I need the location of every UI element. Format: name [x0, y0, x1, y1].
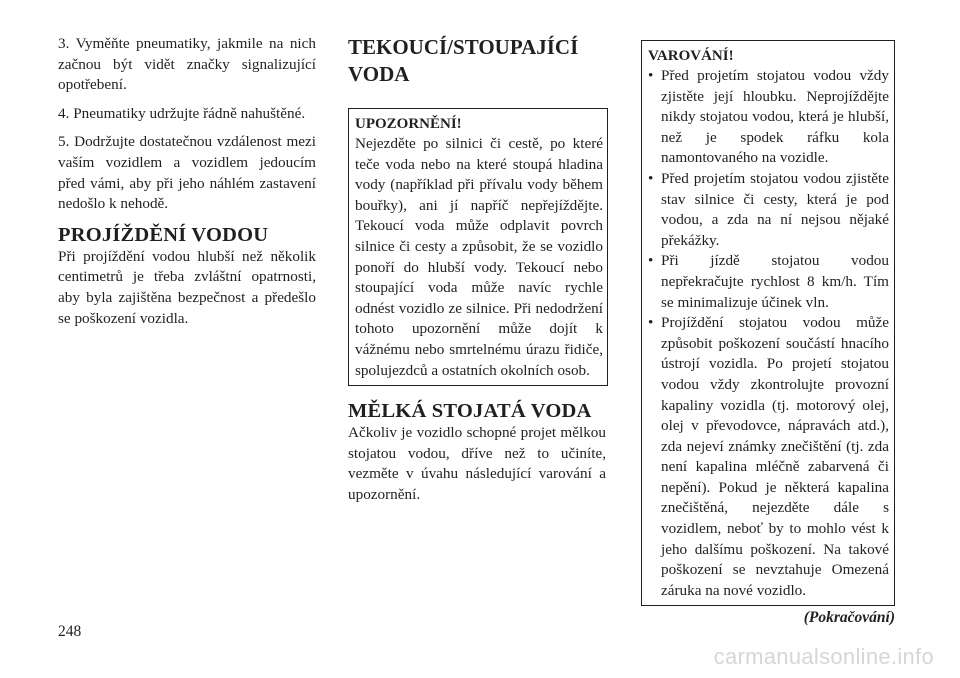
warning-item: • Projíždění stojatou vodou může způsobit poškození součástí hnacího ústrojí vozidla. Po projetí stojatou vodou vždy zkontrolujte provozní kapaliny vozidla (tj. motorový olej, olej v převodovce, nápravách atd.), zda nejeví známky znečištění (tj. zda není kapalina mléčně zabarvená či nepění). Pokud je některá kapalina znečištěná, nejezděte dále s vozidlem, neboť by to mohlo vést k jeho dalšímu poškození. Na takové poškození se nevztahuje Omezená záruka na nové vozidlo.: [648, 313, 889, 601]
warning-title: VAROVÁNÍ!: [648, 48, 734, 64]
warning-box: [641, 40, 895, 606]
section-title-shallow-standing-water: MĚLKÁ STOJATÁ VODA: [348, 400, 592, 423]
section-text-driving-through-water: Při projíždění vodou hlubší než několik centimetrů je třeba zvláštní opatrnosti, aby byla zajištěna bezpečnost a předešlo se poškození vozidla.: [58, 247, 316, 327]
section-title-driving-through-water: PROJÍŽDĚNÍ VODOU: [58, 223, 269, 246]
paragraph-step-3: 3. Vyměňte pneumatiky, jakmile na nich začnou být vidět značky signalizující opotřebení.: [58, 35, 316, 94]
warning-item: • Před projetím stojatou vodou vždy zjistěte její hloubku. Neprojíždějte nikdy stojatou vodou, která je hlubší, než je spodek ráfku kola namontovaného na vozidle.: [648, 66, 889, 169]
paragraph-step-5: 5. Dodržujte dostatečnou vzdálenost mezi vaším vozidlem a vozidlem jedoucím před vámi, aby při jeho náhlém zastavení nedošlo k nehodě.: [58, 133, 316, 213]
caution-text: Nejezděte po silnici či cestě, po které teče voda nebo na které stoupá hladina vody (například při přívalu vody během bouřky), ani jí napříč nepřejíždějte. Tekoucí voda může odplavit povrch silnice či cesty a způsobit, že se vozidlo ponoří do hlubší vody. Tekoucí nebo stoupající voda může navíc rychle odnést vozidlo ze silnice. Při nedodržení tohoto upozornění může dojít k vážnému nebo smrtelnému úrazu řidiče, spolujezdců a ostatních okolních osob.: [355, 135, 603, 379]
watermark: carmanualsonline.info: [713, 644, 934, 669]
caution-title: UPOZORNĚNÍ!: [355, 116, 462, 132]
continued-label: (Pokračování): [803, 609, 895, 627]
heading-flowing-rising-water: TEKOUCÍ/STOUPAJÍCÍ VODA: [348, 35, 579, 86]
middle-column: [348, 34, 606, 506]
page-number: 248: [58, 623, 82, 640]
left-column: [58, 34, 316, 329]
caution-box: [348, 108, 608, 386]
paragraph-step-4: 4. Pneumatiky udržujte řádně nahuštěné.: [58, 104, 306, 122]
warning-item: • Při jízdě stojatou vodou nepřekračujte rychlost 8 km/h. Tím se minimalizuje účinek vln.: [648, 251, 889, 313]
warning-list: [648, 66, 889, 601]
section-text-shallow-standing-water: Ačkoliv je vozidlo schopné projet mělkou stojatou vodou, dříve než to učiníte, vezměte v úvahu následující varování a upozornění.: [348, 424, 606, 503]
right-column: [641, 40, 895, 629]
warning-item: • Před projetím stojatou vodou zjistěte stav silnice či cesty, která je pod vodou, a zda na ní nejsou nějaké překážky.: [648, 169, 889, 251]
